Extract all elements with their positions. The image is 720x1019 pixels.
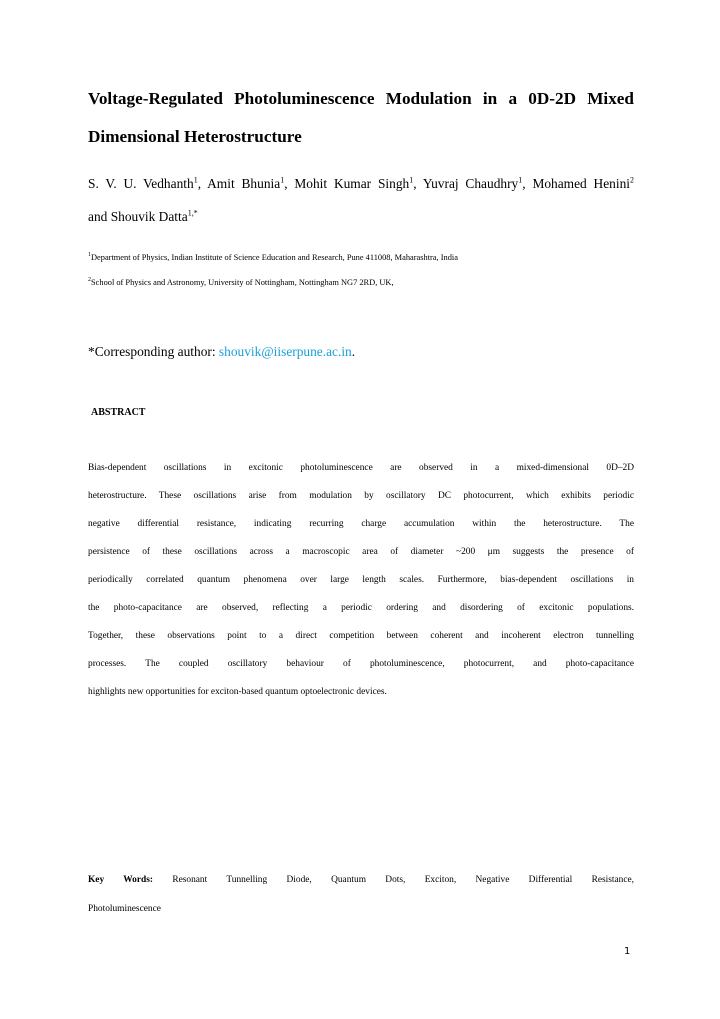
affiliation-marker: 1 xyxy=(280,175,285,185)
author-name: Shouvik Datta xyxy=(110,209,188,224)
corresponding-author xyxy=(88,344,355,360)
corresponding-mark: * xyxy=(193,208,198,218)
abstract-line-6: the photo-capacitance are observed, reflecting a periodic ordering and disordering of excitonic populations. xyxy=(88,603,634,613)
author-list-line-2 xyxy=(88,209,634,225)
abstract-line-5: periodically correlated quantum phenomena over large length scales. Furthermore, bias-dependent oscillations in xyxy=(88,575,634,585)
affiliation-marker xyxy=(188,209,198,218)
author-list-line-1: S. V. U. Vedhanth$^1$, Amit Bhunia$^1$, Mohit Kumar Singh$^1$, Yuvraj Chaudhry$^1$, Mohamed Henini$^2$ xyxy=(88,175,635,191)
author-name: Yuvraj Chaudhry xyxy=(422,176,519,191)
affiliation-2 xyxy=(88,277,394,288)
author-name: Amit Bhunia xyxy=(207,176,281,191)
keywords-text: Resonant Tunnelling Diode, Quantum Dots, Exciton, Negative Differential Resistance, xyxy=(153,875,635,885)
keywords-label: Key Words: xyxy=(88,875,153,885)
affiliation-marker: 1 xyxy=(518,175,523,185)
abstract-line-4: persistence of these oscillations across a macroscopic area of diameter ~200 μm suggests the presence of xyxy=(88,547,634,557)
abstract-heading: ABSTRACT xyxy=(91,407,146,418)
affiliation-number: 1 xyxy=(88,252,91,259)
corresponding-label: *Corresponding author: xyxy=(88,344,219,359)
abstract-line-8: processes. The coupled oscillatory behaviour of photoluminescence, photocurrent, and photo-capacitance xyxy=(88,659,634,669)
affiliation-marker: 1 xyxy=(409,175,414,185)
abstract-line-9: highlights new opportunities for exciton-based quantum optoelectronic devices. xyxy=(88,687,387,697)
paper-title-line-2: Dimensional Heterostructure xyxy=(88,127,302,146)
abstract-line-1: Bias-dependent oscillations in excitonic photoluminescence are observed in a mixed-dimensional 0D–2D xyxy=(88,463,634,473)
author-name: Mohamed Henini xyxy=(532,176,631,191)
affiliation-text: School of Physics and Astronomy, University of Nottingham, Nottingham NG7 2RD, UK, xyxy=(91,278,394,287)
author-conjunction: and xyxy=(88,209,111,224)
page-number: 1 xyxy=(624,946,631,957)
email-link[interactable]: shouvik@iiserpune.ac.in xyxy=(218,344,352,359)
corresponding-period: . xyxy=(351,344,356,359)
author-name: Mohit Kumar Singh xyxy=(294,176,410,191)
author-name: S. V. U. Vedhanth xyxy=(88,176,194,191)
abstract-line-7: Together, these observations point to a direct competition between coherent and incoherent electron tunnelling xyxy=(88,631,634,641)
affiliation-marker: 1 xyxy=(193,175,198,185)
keywords-line-2: Photoluminescence xyxy=(88,904,161,914)
affiliation-1 xyxy=(88,252,458,263)
affiliation-number: 1, xyxy=(187,208,194,218)
paper-title-line-1: Voltage-Regulated Photoluminescence Modulation in a 0D-2D Mixed xyxy=(88,89,634,108)
keywords-line-1 xyxy=(88,874,634,886)
affiliation-marker: 2 xyxy=(630,175,635,185)
affiliation-text: Department of Physics, Indian Institute of Science Education and Research, Pune 411008, Maharashtra, India xyxy=(91,253,458,262)
affiliation-number: 2 xyxy=(88,277,91,284)
abstract-line-2: heterostructure. These oscillations arise from modulation by oscillatory DC photocurrent, which exhibits periodic xyxy=(88,491,634,501)
abstract-line-3: negative differential resistance, indicating recurring charge accumulation within the heterostructure. The xyxy=(88,519,634,529)
